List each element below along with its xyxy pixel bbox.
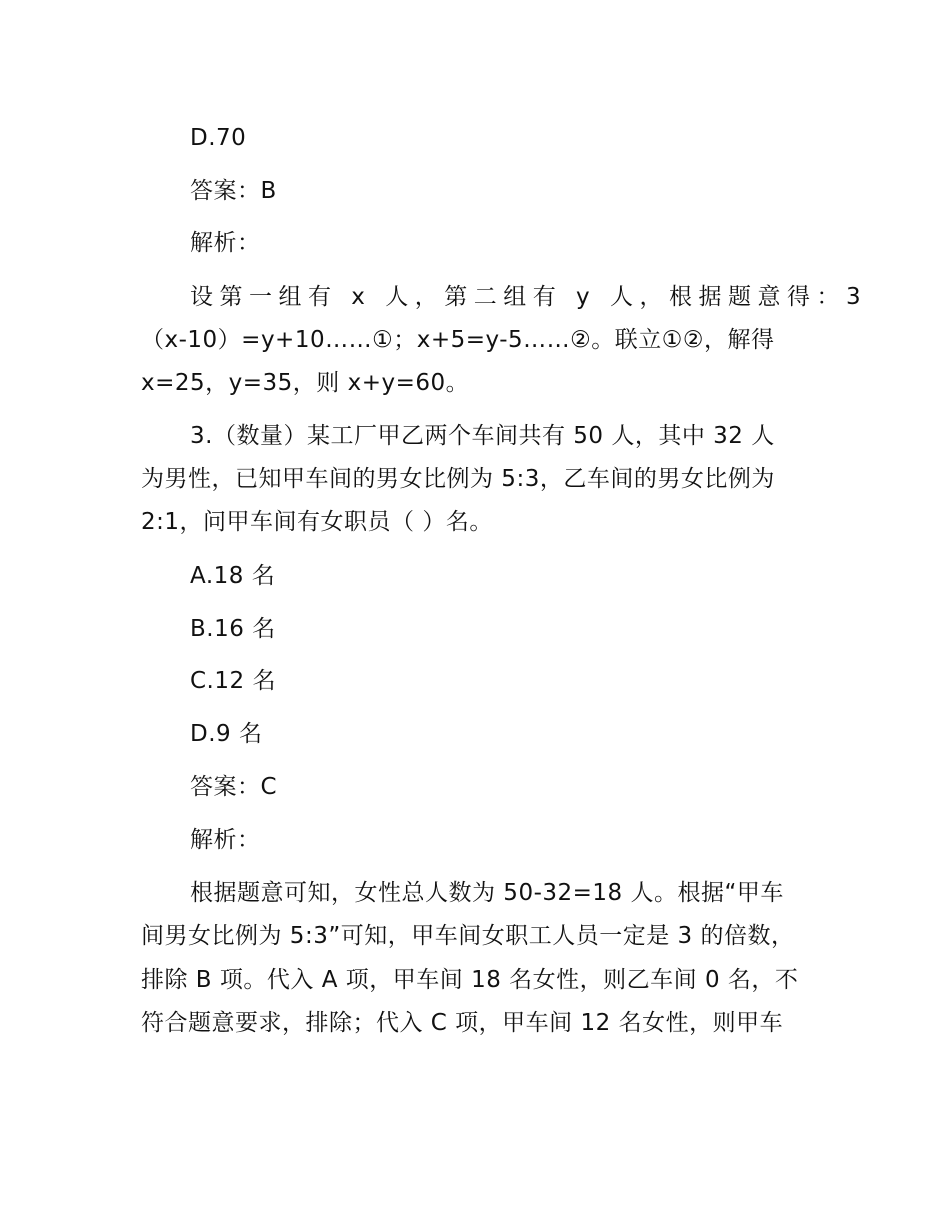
analysis-label-prev: 解析： xyxy=(190,230,261,256)
question3-option-c: C.12 名 xyxy=(190,668,276,694)
question3-analysis-label: 解析： xyxy=(190,827,261,853)
analysis-line-prev-2: （x-10）=y+10……①；x+5=y-5……②。联立①②，解得 xyxy=(141,327,775,353)
analysis-line-prev-1: 设第一组有 x 人，第二组有 y 人，根据题意得：3 xyxy=(190,284,868,310)
question3-option-b: B.16 名 xyxy=(190,616,276,642)
question3-analysis-line-2: 间男女比例为 5:3”可知，甲车间女职工人员一定是 3 的倍数， xyxy=(141,923,795,949)
question3-stem-1: 3.（数量）某工厂甲乙两个车间共有 50 人，其中 32 人 xyxy=(190,423,775,449)
option-d-prev: D.70 xyxy=(190,125,247,151)
analysis-line-prev-3: x=25，y=35，则 x+y=60。 xyxy=(141,370,470,396)
question3-analysis-line-4: 符合题意要求，排除；代入 C 项，甲车间 12 名女性，则甲车 xyxy=(141,1010,784,1036)
question3-option-d: D.9 名 xyxy=(190,721,263,747)
question3-option-a: A.18 名 xyxy=(190,563,276,589)
question3-stem-3: 2:1，问甲车间有女职员（ ）名。 xyxy=(141,509,493,535)
question3-answer: 答案：C xyxy=(190,774,278,800)
answer-prev: 答案：B xyxy=(190,178,277,204)
question3-stem-2: 为男性，已知甲车间的男女比例为 5:3，乙车间的男女比例为 xyxy=(141,466,775,492)
question3-analysis-line-3: 排除 B 项。代入 A 项，甲车间 18 名女性，则乙车间 0 名，不 xyxy=(141,967,799,993)
question3-analysis-line-1: 根据题意可知，女性总人数为 50-32=18 人。根据“甲车 xyxy=(190,880,784,906)
